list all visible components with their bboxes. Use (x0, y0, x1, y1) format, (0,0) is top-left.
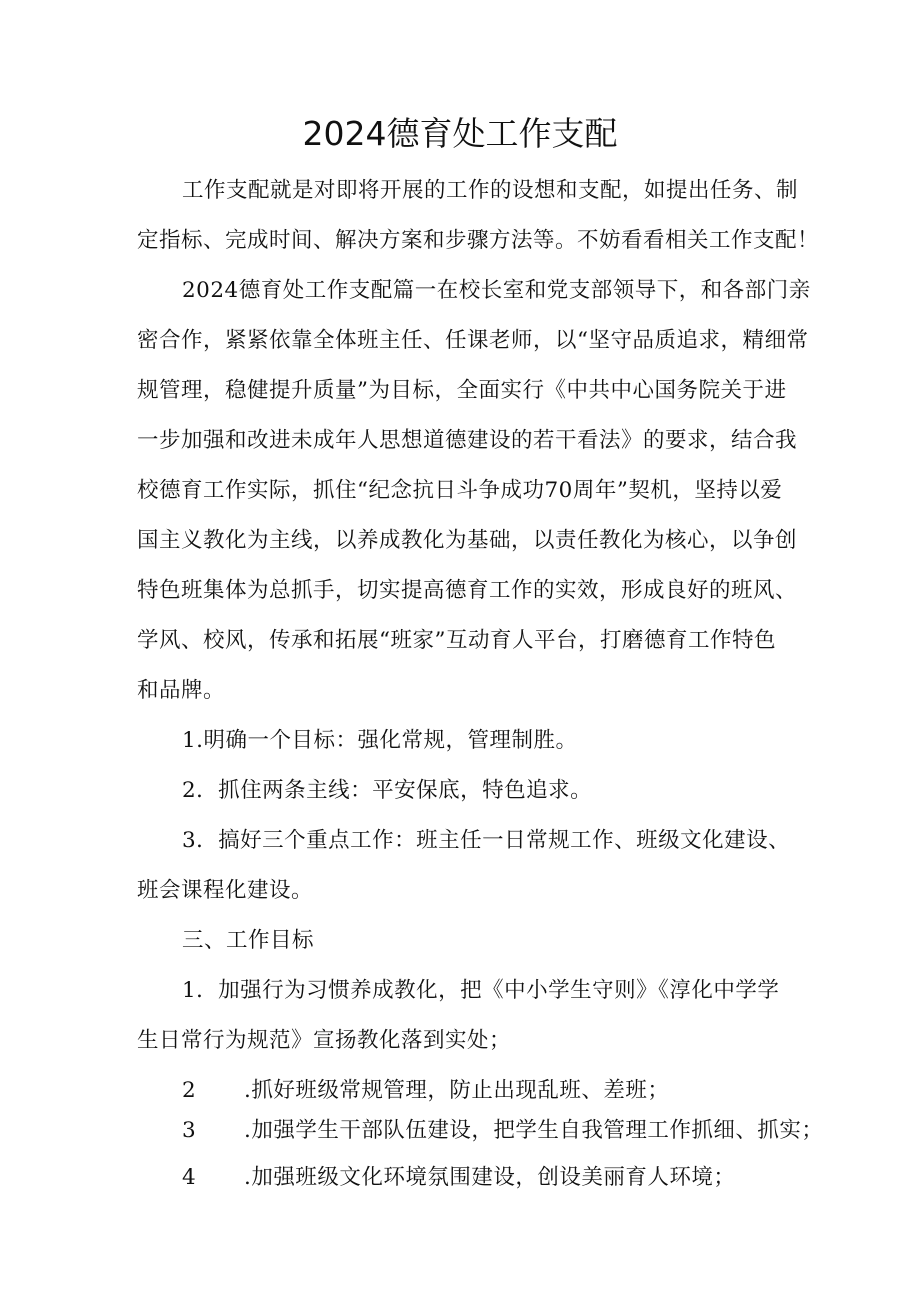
paragraph-line: 班会课程化建设。 (137, 878, 314, 903)
list-item: 2．抓住两条主线：平安保底，特色追求。 (182, 778, 593, 803)
numbered-item (182, 1076, 669, 1106)
list-item: 1．加强行为习惯养成教化，把《中小学生守则》《淳化中学学 (182, 978, 780, 1003)
item-number: 2 (182, 1078, 197, 1103)
paragraph-line: 特色班集体为总抓手，切实提高德育工作的实效，形成良好的班风、 (137, 578, 798, 603)
paragraph-line: 生日常行为规范》宣扬教化落到实处； (137, 1028, 512, 1053)
paragraph-line: 一步加强和改进未成年人思想道德建设的若干看法》的要求，结合我 (137, 428, 798, 453)
paragraph-line: 规管理，稳健提升质量”为目标，全面实行《中共中心国务院关于进 (137, 378, 787, 403)
list-item: 1.明确一个目标：强化常规，管理制胜。 (182, 728, 578, 753)
paragraph-line: 密合作，紧紧依靠全体班主任、任课老师，以“坚守品质追求，精细常 (137, 328, 809, 353)
paragraph-line: 工作支配就是对即将开展的工作的设想和支配，如提出任务、制 (182, 178, 799, 203)
list-item: 3．搞好三个重点工作：班主任一日常规工作、班级文化建设、 (182, 828, 791, 853)
paragraph-line: 学风、校风，传承和拓展“班家”互动育人平台，打磨德育工作特色 (137, 628, 776, 653)
item-text: .加强学生干部队伍建设，把学生自我管理工作抓细、抓实； (244, 1118, 824, 1143)
section-heading: 三、工作目标 (182, 928, 315, 953)
document-title: 2024德育处工作支配 (302, 114, 618, 153)
numbered-item (182, 1163, 735, 1193)
paragraph-line: 定指标、完成时间、解决方案和步骤方法等。不妨看看相关工作支配！ (137, 228, 820, 253)
paragraph-line: 2024德育处工作支配篇一在校长室和党支部领导下，和各部门亲 (182, 278, 811, 303)
item-number: 3 (182, 1118, 197, 1143)
paragraph-line: 校德育工作实际，抓住“纪念抗日斗争成功70周年”契机，坚持以爱 (137, 478, 783, 503)
paragraph-line: 国主义教化为主线，以养成教化为基础，以责任教化为核心，以争创 (137, 528, 798, 553)
numbered-item (182, 1116, 823, 1146)
item-text: .抓好班级常规管理，防止出现乱班、差班； (244, 1078, 670, 1103)
paragraph-line: 和品牌。 (137, 678, 226, 703)
item-number: 4 (182, 1165, 197, 1190)
item-text: .加强班级文化环境氛围建设，创设美丽育人环境； (244, 1165, 736, 1190)
